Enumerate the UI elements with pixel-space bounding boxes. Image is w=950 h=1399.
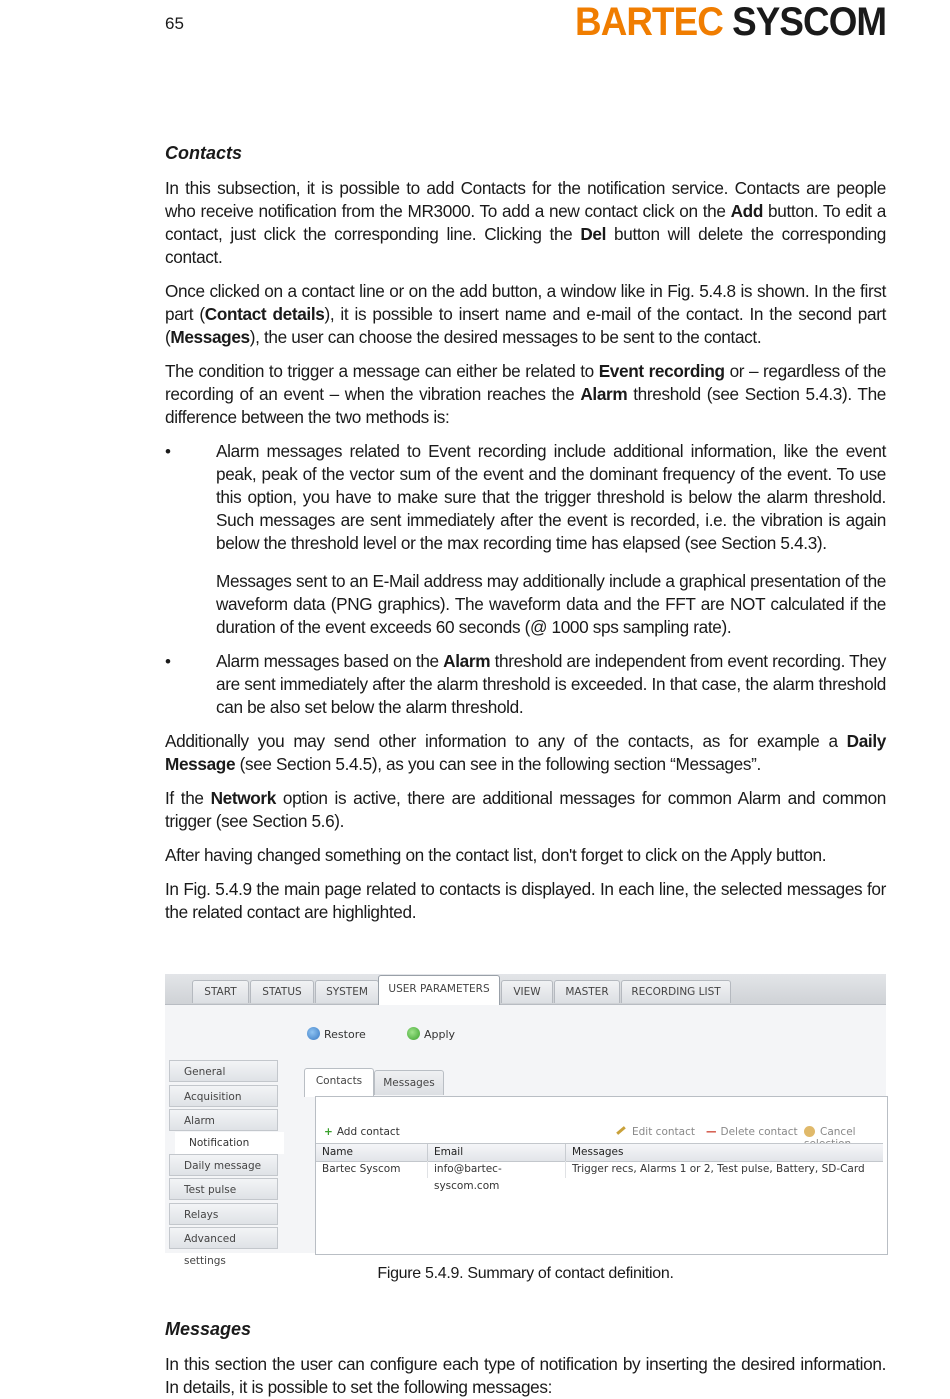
bullet-2-paragraph: • Alarm messages based on the Alarm threshold are independent from event recording. They are sent immediately after the alarm threshold is exceeded. In that case, the alarm threshold can be also set below the alarm threshold. — [216, 651, 886, 717]
cancel-icon — [804, 1126, 815, 1137]
notification-panel — [295, 1070, 886, 1253]
grid-toolbar — [316, 1097, 887, 1138]
sidebar-item-acquisition[interactable]: Acquisition — [169, 1085, 278, 1107]
edit-contact-button[interactable]: Edit contact — [616, 1126, 695, 1138]
bullet-1-paragraph-1: • Alarm messages related to Event recording include additional information, like the event peak, peak of the vector sum of the event and the dominant frequency of the event. To use this option, you have to make sure that the trigger threshold is below the alarm threshold. Such messages are sent immediately after the event is recorded, i.e. the vibration is again below the threshold level or the max recording time has elapsed (see Section 5.4.3). — [216, 441, 886, 553]
list-item — [165, 440, 886, 639]
tab-contacts[interactable]: Contacts — [304, 1068, 374, 1097]
contacts-paragraph-1: In this subsection, it is possible to add Contacts for the notification service. Contacts are people who receive notification from the MR3000. To add a new contact click on the Add button. To edit a contact, just click the corresponding line. Clicking the Del button will delete the corresponding contact. — [165, 178, 886, 267]
tab-user-parameters[interactable]: USER PARAMETERS — [378, 975, 500, 1005]
refresh-icon — [307, 1027, 320, 1040]
apply-button[interactable]: Apply — [407, 1027, 455, 1041]
figure-caption: Figure 5.4.9. Summary of contact definition. — [377, 1265, 674, 1282]
column-header-messages[interactable]: Messages — [572, 1146, 624, 1158]
contacts-paragraph-5: If the Network option is active, there are additional messages for common Alarm and common trigger (see Section 5.6). — [165, 788, 886, 831]
messages-section — [165, 1318, 886, 1399]
restore-button[interactable]: Restore — [307, 1027, 366, 1041]
contacts-paragraph-2: Once clicked on a contact line or on the add button, a window like in Fig. 5.4.8 is shown. In the first part (Contact details), it is possible to insert name and e-mail of the contact. In the second part (Messages), the user can choose the desired messages to be sent to the contact. — [165, 281, 887, 347]
sidebar-item-advanced-settings[interactable]: Advanced settings — [169, 1227, 278, 1249]
table-row[interactable] — [316, 1161, 883, 1192]
minus-icon: — — [706, 1126, 717, 1138]
tab-master[interactable]: MASTER — [554, 980, 620, 1003]
logo-bartec: BARTEC — [574, 0, 723, 44]
contacts-heading: Contacts — [165, 143, 243, 163]
sidebar-item-relays[interactable]: Relays — [169, 1203, 278, 1225]
main-tab-bar — [165, 974, 886, 1005]
sidebar-item-alarm[interactable]: Alarm — [169, 1109, 278, 1131]
cell-name: Bartec Syscom — [316, 1161, 428, 1178]
bartec-syscom-logo — [575, 0, 886, 45]
add-contact-button[interactable]: + Add contact — [324, 1126, 400, 1138]
logo-syscom: SYSCOM — [732, 0, 886, 44]
sidebar-item-notification[interactable]: Notification — [175, 1132, 284, 1154]
contacts-paragraph-7: In Fig. 5.4.9 the main page related to contacts is displayed. In each line, the selected messages for the related contact are highlighted. — [165, 879, 886, 922]
contacts-screenshot — [165, 974, 886, 1267]
tab-system[interactable]: SYSTEM — [315, 980, 379, 1003]
contacts-paragraph-3: The condition to trigger a message can either be related to Event recording or – regardless of the recording of an event – when the vibration reaches the Alarm threshold (see Section 5.4.3). The difference between the two methods is: — [165, 361, 886, 427]
column-header-email[interactable]: Email — [428, 1144, 566, 1161]
contacts-paragraph-4: Additionally you may send other information to any of the contacts, as for example a Daily Message (see Section 5.4.5), as you can see in the following section “Messages”. — [165, 731, 886, 774]
cell-messages: Trigger recs, Alarms 1 or 2, Test pulse, Battery, SD-Card — [572, 1163, 865, 1175]
messages-heading: Messages — [165, 1319, 252, 1339]
document-body — [165, 142, 886, 935]
messages-paragraph-1: In this section the user can configure each type of notification by inserting the desired information. In details, it is possible to set the following messages: — [165, 1354, 886, 1397]
checkmark-icon — [407, 1027, 420, 1040]
tab-start[interactable]: START — [192, 980, 249, 1003]
plus-icon: + — [324, 1126, 333, 1138]
tab-view[interactable]: VIEW — [501, 980, 553, 1003]
bullet-1-paragraph-2: Messages sent to an E-Mail address may additionally include a graphical presentation of the waveform data (PNG graphics). The waveform data and the FFT are NOT calculated if the duration of the event exceeds 60 seconds (@ 1000 sps sampling rate). — [216, 571, 886, 637]
sidebar-item-test-pulse[interactable]: Test pulse — [169, 1178, 278, 1200]
column-header-name[interactable]: Name — [316, 1144, 428, 1161]
sidebar-item-general[interactable]: General — [169, 1060, 278, 1082]
tab-recording-list[interactable]: RECORDING LIST — [621, 980, 731, 1003]
sidebar-item-daily-message[interactable]: Daily message — [169, 1154, 278, 1176]
method-list — [165, 440, 886, 719]
grid-header — [316, 1143, 883, 1162]
tab-status[interactable]: STATUS — [250, 980, 314, 1003]
contacts-grid — [315, 1096, 888, 1255]
pencil-icon — [616, 1126, 626, 1135]
top-toolbar — [295, 1018, 886, 1052]
tab-messages[interactable]: Messages — [374, 1070, 444, 1095]
list-item — [165, 650, 886, 719]
cell-email: info@bartec-syscom.com — [428, 1161, 566, 1178]
page-number: 65 — [165, 14, 184, 33]
delete-contact-button[interactable]: — Delete contact — [706, 1126, 798, 1138]
cancel-selection-button[interactable]: Cancel — [804, 1126, 887, 1150]
contacts-paragraph-6: After having changed something on the contact list, don't forget to click on the Apply button. — [165, 845, 827, 865]
